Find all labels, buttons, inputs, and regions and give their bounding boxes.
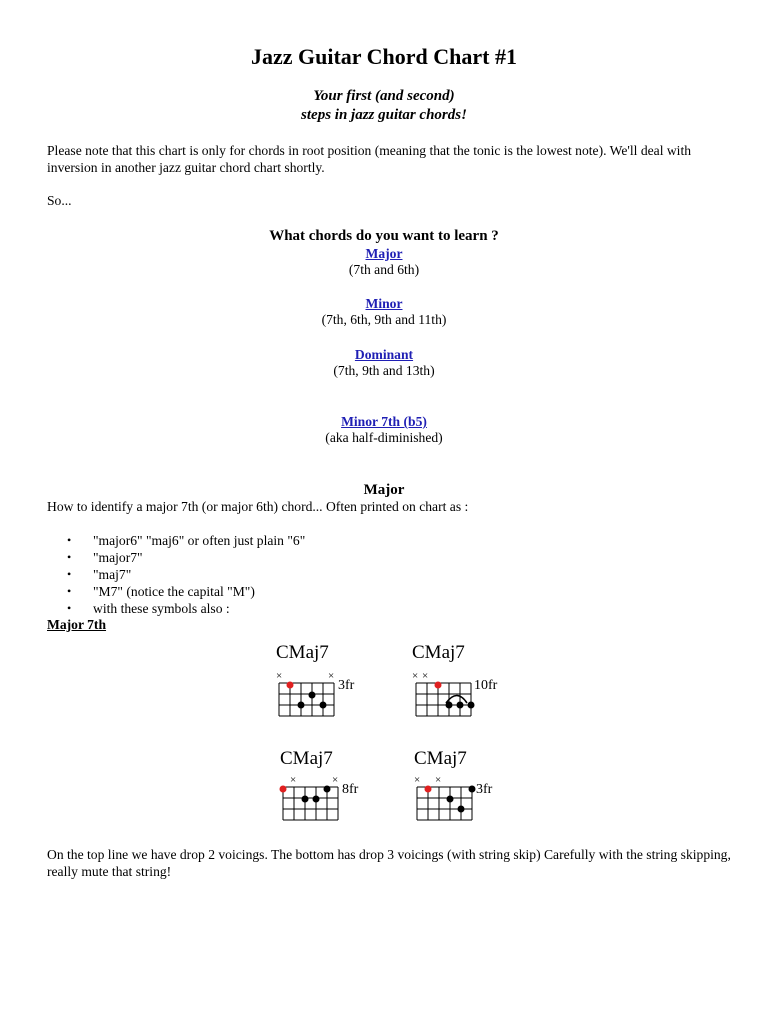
chord-name: CMaj7 [414,748,467,769]
root-dot [425,786,432,793]
major-link-note: (7th and 6th) [348,262,420,277]
mute-marker: × [414,774,421,786]
fret-label: 10fr [474,678,498,693]
fretboard-1 [276,670,346,718]
major-intro: How to identify a major 7th (or major 6th) chord... Often printed on chart as : [47,499,469,514]
subtitle-line-1: Your first (and second) [313,88,455,104]
major-link[interactable]: Major [365,246,403,261]
subtitle-line-2: steps in jazz guitar chords! [301,107,467,123]
finger-dot [446,702,453,709]
finger-dot [458,806,465,813]
link-block-dominant [0,347,768,379]
chord-name: CMaj7 [280,748,333,769]
root-dot [280,786,287,793]
minor-7th-b5-link[interactable]: Minor 7th (b5) [341,414,427,429]
mute-marker: × [332,774,339,786]
fretboard-3 [280,774,350,824]
subtitle [0,87,768,125]
finger-dot [309,692,316,699]
link-block-major [0,246,768,278]
link-block-half-diminished [0,414,768,446]
mute-marker: × [422,670,429,682]
root-dot [435,682,442,689]
minor-7th-b5-link-note: (aka half-diminished) [325,430,443,445]
finger-dot [324,786,331,793]
dominant-link[interactable]: Dominant [354,347,414,362]
finger-dot [469,786,476,793]
list-item: • "major7" [47,549,305,566]
finger-dot [313,796,320,803]
finger-dot [457,702,464,709]
finger-dot [298,702,305,709]
chord-name: CMaj7 [412,642,465,663]
finger-dot [320,702,327,709]
fret-label: 3fr [338,678,355,693]
list-item: • "major6" "maj6" or often just plain "6" [47,532,305,549]
finger-dot [302,796,309,803]
major-7th-subheading: Major 7th [47,617,107,632]
list-item: • "maj7" [47,566,305,583]
major-section-heading: Major [363,482,405,498]
page-title: Jazz Guitar Chord Chart #1 [250,44,518,69]
link-block-minor [0,296,768,328]
mute-marker: × [435,774,442,786]
finger-dot [468,702,475,709]
closing-paragraph: On the top line we have drop 2 voicings. The bottom has drop 3 voicings (with string skip) Carefully with the string skipping, really mute that string! [47,847,731,879]
dominant-link-note: (7th, 9th and 13th) [333,363,435,378]
list-item: • with these symbols also : [47,600,305,617]
mute-marker: × [328,670,335,682]
mute-marker: × [290,774,297,786]
intro-paragraph: Please note that this chart is only for chords in root position (meaning that the tonic is the lowest note). We'll deal with inversion in another jazz guitar chord chart shortly. [47,143,692,175]
chord-name: CMaj7 [276,642,329,663]
fret-label: 3fr [476,782,493,797]
root-dot [287,682,294,689]
mute-marker: × [276,670,283,682]
major-symbol-list [47,532,305,617]
question-heading: What chords do you want to learn ? [269,228,499,244]
fret-label: 8fr [342,782,359,797]
list-item: • "M7" (notice the capital "M") [47,583,305,600]
so-text: So... [47,193,72,208]
minor-link[interactable]: Minor [365,296,403,311]
minor-link-note: (7th, 6th, 9th and 11th) [321,312,447,327]
fretboard-2 [412,670,482,718]
mute-marker: × [412,670,419,682]
finger-dot [447,796,454,803]
fretboard-4 [414,774,484,824]
